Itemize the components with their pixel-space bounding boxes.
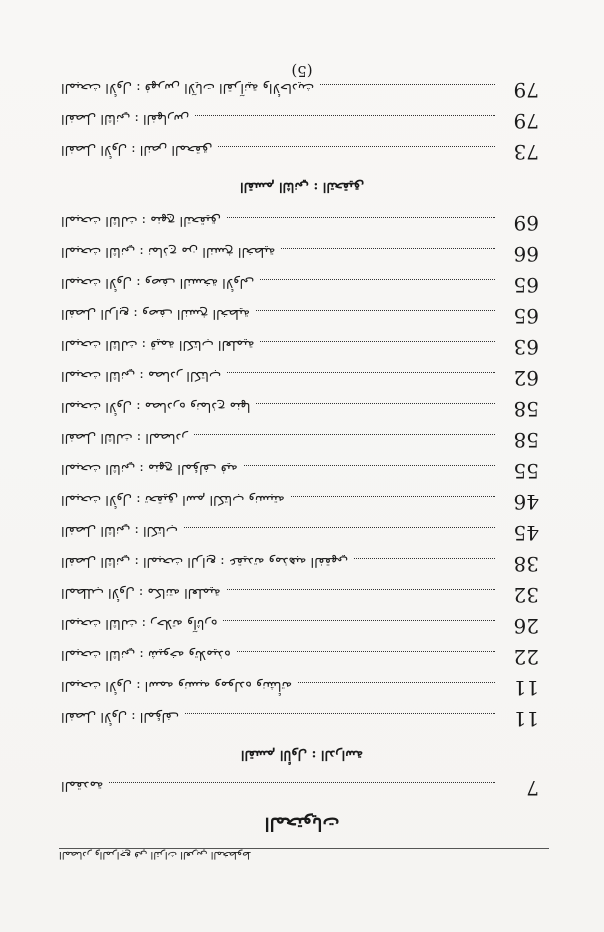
toc-entry [61, 490, 539, 520]
toc-entry [61, 140, 539, 170]
toc-entry-title: المبحث الأول : مصادره ونماذج منها [61, 399, 251, 414]
toc-entry [61, 521, 539, 551]
toc-entry-title: المبحث الأول : تحقيق اسم الكتاب ونسبته [61, 492, 285, 507]
toc-entry [61, 109, 539, 139]
toc-entry [61, 676, 539, 706]
toc-entry-page: 58 [513, 428, 539, 452]
dot-leader [227, 372, 495, 374]
toc-entry [61, 645, 539, 675]
dot-leader [218, 146, 495, 148]
toc-entry-page: 55 [513, 459, 539, 483]
toc-entry-page: 79 [513, 78, 539, 102]
toc-entry [61, 614, 539, 644]
toc-entry-page: 11 [513, 707, 539, 731]
dot-leader [260, 279, 495, 281]
toc-entry-page: 22 [513, 645, 539, 669]
toc-entry-title: الفصل الثالث : المصادر [61, 430, 188, 445]
toc-entry [61, 366, 539, 396]
toc-entry-page: 65 [513, 304, 539, 328]
dot-leader [244, 465, 495, 467]
toc-entry-title: المبحث الثاني : منهج المؤلف فيه [61, 461, 238, 476]
document-title: المحتويات [264, 813, 340, 834]
toc-entry [61, 242, 539, 272]
dot-leader [194, 434, 495, 436]
dot-leader [109, 782, 495, 784]
toc-entry [61, 211, 539, 241]
dot-leader [237, 651, 495, 653]
toc-entry-title: المبحث الأول : فهرس الآيات القرآنية والأحاديث [61, 80, 315, 95]
dot-leader [223, 620, 495, 622]
toc-entry-title: الفصل الأول : المؤلف [61, 709, 180, 724]
toc-entry [61, 459, 539, 489]
dot-leader [227, 589, 495, 591]
dot-leader [320, 84, 495, 86]
dot-leader [184, 527, 495, 529]
toc-entry [61, 78, 539, 108]
toc-entry-page: 69 [513, 211, 539, 235]
toc-entry-title: المبحث الثالث : قيمة الكتاب العلمية [61, 337, 255, 352]
toc-entry-page: 63 [513, 335, 539, 359]
dot-leader [256, 310, 495, 312]
toc-entry-title: المبحث الثالث : منهج التحقيق [61, 213, 221, 228]
toc-entry-page: 79 [513, 109, 539, 133]
toc-entry-title: الفصل الثاني : المبحث الرابع : عقيدته ومذهبه الفقهي [61, 554, 349, 569]
dot-leader [281, 248, 495, 250]
toc-entry-title: المبحث الثاني : شيوخه وتلاميذه [61, 647, 231, 662]
dot-leader [354, 558, 495, 560]
toc-entry-title: المقدمة [61, 778, 104, 793]
toc-entry [61, 583, 539, 613]
dot-leader [185, 713, 495, 715]
section-heading: القسم الأول : الدراسة [240, 747, 364, 762]
toc-entry-page: 65 [513, 273, 539, 297]
toc-entry-page: 32 [513, 583, 539, 607]
toc-entry-page: 7 [526, 776, 539, 800]
toc-entry-title: المبحث الأول : وصف النسخة الأولى [61, 275, 255, 290]
toc-entry-page: 26 [513, 614, 539, 638]
section-heading: القسم الثاني : التحقيق [240, 179, 364, 194]
toc-entry [61, 707, 539, 737]
toc-entry-title: المبحث الثاني : مصادر الكتاب [61, 368, 222, 383]
toc-entry-title: الفصل الرابع : وصف النسخ الخطية [61, 306, 250, 321]
dot-leader [298, 682, 495, 684]
toc-entry [61, 335, 539, 365]
toc-entry [61, 428, 539, 458]
toc-entry-page: 11 [513, 676, 539, 700]
toc-entry-title: المبحث الثاني : نماذج من النسخ الخطية [61, 244, 276, 259]
toc-entry-page: 45 [513, 521, 539, 545]
page-number: (5) [291, 62, 313, 80]
toc-entry-page: 66 [513, 242, 539, 266]
toc-entry [61, 397, 539, 427]
toc-entry-page: 46 [513, 490, 539, 514]
toc-entry-title: المبحث الثالث : رحلاته وآثاره [61, 616, 218, 631]
toc-entry-intro [61, 776, 539, 806]
toc-entry-title: المبحث الأول : اسمه ونسبه ومولده ونشأته [61, 678, 293, 693]
toc-entry-page: 62 [513, 366, 539, 390]
dot-leader [291, 496, 495, 498]
toc-entry-page: 58 [513, 397, 539, 421]
toc-entry [61, 304, 539, 334]
running-header: المصادر والمراجع في التراث العربي المخطوط [59, 849, 252, 860]
header-rule [59, 848, 549, 849]
toc-entry-title: الفصل الثاني : الفهارس [61, 111, 190, 126]
toc-entry [61, 273, 539, 303]
dot-leader [227, 217, 495, 219]
dot-leader [195, 115, 495, 117]
toc-entry-title: المطلب الأول : مكانته العلمية [61, 585, 221, 600]
toc-entry-page: 73 [513, 140, 539, 164]
toc-entry [61, 552, 539, 582]
dot-leader [256, 403, 495, 405]
toc-entry-title: الفصل الأول : النص المحقق [61, 142, 213, 157]
toc-entry-title: الفصل الثاني : الكتاب [61, 523, 178, 538]
toc-entry-page: 38 [513, 552, 539, 576]
dot-leader [260, 341, 495, 343]
